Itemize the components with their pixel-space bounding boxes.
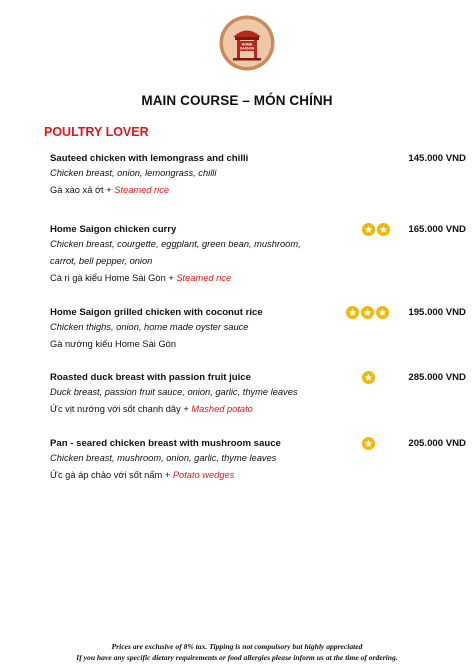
spice-rating xyxy=(362,437,375,450)
dish-price: 165.000 VND xyxy=(408,224,466,235)
vietnamese-label: Ức gà áp chảo với sốt nấm + xyxy=(50,470,173,480)
vietnamese-label: Cà ri gà kiểu Home Sài Gòn + xyxy=(50,273,177,283)
dish-vietnamese-name xyxy=(50,270,466,287)
dish-price: 145.000 VND xyxy=(408,153,466,164)
dish-ingredients: Chicken breast, onion, lemongrass, chilli xyxy=(50,168,217,178)
dish-ingredients: Duck breast, passion fruit sauce, onion, garlic, thyme leaves xyxy=(50,387,298,397)
footer-tax-note: Prices are exclusive of 8% tax. Tipping is not compulsory but highly appreciated xyxy=(111,642,363,651)
dish-ingredients: Chicken thighs, onion, home made oyster sauce xyxy=(50,322,249,332)
dish-vietnamese-name xyxy=(50,336,466,353)
page-title: MAIN COURSE – MÓN CHÍNH xyxy=(141,93,333,108)
side-dish: Mashed potato xyxy=(191,404,253,414)
section-heading: POULTRY LOVER xyxy=(44,125,149,139)
dish-item xyxy=(50,152,466,199)
star-icon xyxy=(361,306,374,319)
star-icon xyxy=(376,306,389,319)
dish-price: 205.000 VND xyxy=(408,438,466,449)
star-icon xyxy=(346,306,359,319)
dish-price: 195.000 VND xyxy=(408,307,466,318)
vietnamese-label: Gà xào xả ớt + xyxy=(50,185,115,195)
vietnamese-label: Ức vịt nướng với sốt chanh dây + xyxy=(50,404,192,414)
star-icon xyxy=(377,223,390,236)
dish-price: 285.000 VND xyxy=(408,372,466,383)
star-icon xyxy=(362,437,375,450)
dish-name: Roasted duck breast with passion fruit juice xyxy=(50,372,251,383)
logo-text-top: HOME xyxy=(241,42,253,47)
star-icon xyxy=(362,223,375,236)
dish-vietnamese-name xyxy=(50,401,466,418)
side-dish: Steamed rice xyxy=(176,273,232,283)
dish-ingredients: carrot, bell pepper, onion xyxy=(50,256,153,266)
dish-item xyxy=(50,223,466,287)
dish-vietnamese-name xyxy=(50,467,466,484)
vietnamese-label: Gà nướng kiểu Home Sài Gòn xyxy=(50,339,177,349)
side-dish: Steamed rice xyxy=(114,185,170,195)
logo-emblem-icon xyxy=(219,15,275,71)
home-saigon-logo xyxy=(219,15,275,71)
spice-rating xyxy=(346,306,389,319)
footer-allergy-note: If you have any specific dietary requirements or food allergies please inform us at the time of ordering. xyxy=(76,653,398,662)
star-icon xyxy=(362,371,375,384)
dish-vietnamese-name xyxy=(50,182,466,199)
dish-name: Sauteed chicken with lemongrass and chilli xyxy=(50,153,249,164)
dish-name: Pan - seared chicken breast with mushroom sauce xyxy=(50,438,281,449)
dish-name: Home Saigon grilled chicken with coconut rice xyxy=(50,307,263,318)
spice-rating xyxy=(362,371,375,384)
dish-ingredients: Chicken breast, courgette, eggplant, green bean, mushroom, xyxy=(50,239,301,249)
spice-rating xyxy=(362,223,390,236)
dish-item xyxy=(50,306,466,353)
dish-item xyxy=(50,437,466,484)
dish-ingredients: Chicken breast, mushroom, onion, garlic, thyme leaves xyxy=(50,453,277,463)
logo-text-bottom: SAIGON xyxy=(239,46,255,51)
dish-item xyxy=(50,371,466,418)
side-dish: Potato wedges xyxy=(172,470,235,480)
dish-name: Home Saigon chicken curry xyxy=(50,224,177,235)
